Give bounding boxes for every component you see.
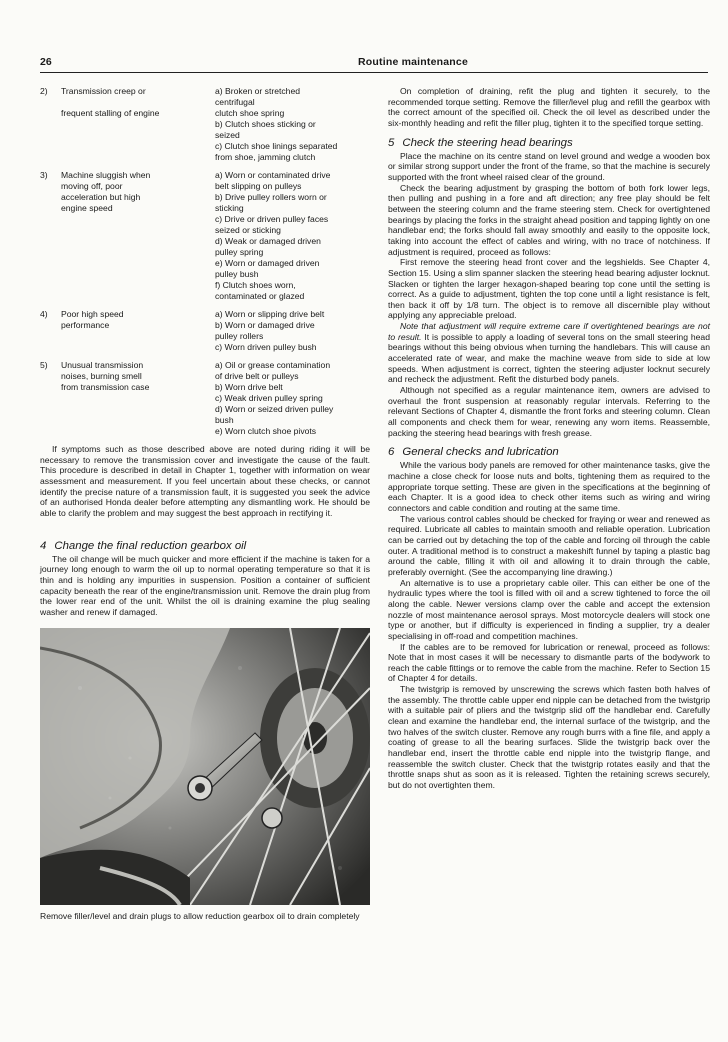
- cause-line: c) Clutch shoe linings separated: [215, 141, 338, 151]
- cause-line: pulley rollers: [215, 331, 264, 341]
- fault-entry: [40, 360, 370, 437]
- fault-symptom: [61, 86, 189, 119]
- cause-line: pulley bush: [215, 269, 259, 279]
- left-column: [40, 86, 370, 921]
- cause-line: d) Worn or seized driven pulley: [215, 404, 334, 414]
- photo-illustration: [40, 628, 370, 905]
- cause-line: f) Clutch shoes worn,: [215, 280, 296, 290]
- cause-line: d) Weak or damaged driven: [215, 236, 321, 246]
- section-title-text: General checks and lubrication: [402, 446, 559, 459]
- cause-line: sticking: [215, 203, 244, 213]
- section-6-paragraph: If the cables are to be removed for lubrication or renewal, proceed as follows: Note that in most cases it will be necessary to dismantle parts of the bodywork to reach the cable fittings or to remove the cable from the machine. Refer to Section 15 of Chapter 4 for details.: [388, 641, 710, 684]
- fault-entry: [40, 86, 370, 163]
- cause-line: belt slipping on pulleys: [215, 181, 302, 191]
- section-4-heading: [40, 540, 370, 553]
- symptom-line: Machine sluggish when: [61, 170, 151, 180]
- cause-line: seized or sticking: [215, 225, 281, 235]
- cause-line: c) Drive or driven pulley faces: [215, 214, 329, 224]
- cause-line: c) Worn driven pulley bush: [215, 342, 317, 352]
- right-column: [388, 86, 710, 791]
- symptom-line: Unusual transmission: [61, 360, 144, 370]
- symptom-line: Transmission creep or: [61, 86, 146, 96]
- section-title-text: Change the final reduction gearbox oil: [54, 539, 247, 552]
- symptom-line: acceleration but high: [61, 192, 141, 202]
- page-header: [40, 56, 708, 73]
- cause-line: seized: [215, 130, 240, 140]
- symptom-line: performance: [61, 320, 110, 330]
- fault-causes: [215, 86, 365, 163]
- note-italic-text: Note that adjustment will require extreme care if overtightened bearings are not to result.: [388, 321, 710, 342]
- section-6-heading: [388, 446, 710, 459]
- page-number: 26: [40, 56, 52, 68]
- fault-causes: [215, 170, 365, 302]
- cause-line: c) Weak driven pulley spring: [215, 393, 323, 403]
- cause-line: e) Worn or damaged driven: [215, 258, 320, 268]
- section-6-paragraph: An alternative is to use a proprietary cable oiler. This can either be one of the hydraulic types where the tool is filled with oil and a screw tightened to force the oil along the cable. Newer versions clamp over the cable and accept the extension nozzle of most maintenance aerosol sprays. Most motorcycle dealers will stock one type or another, but if difficulty is experienced in finding a supplier, try a dealer specialising in off-road and competition machines.: [388, 577, 710, 641]
- section-5-heading: [388, 137, 710, 150]
- fault-symptom: [61, 360, 189, 393]
- cause-line: a) Worn or contaminated drive: [215, 170, 331, 180]
- cause-line: e) Worn clutch shoe pivots: [215, 426, 317, 436]
- fault-number: 3): [40, 170, 48, 180]
- photo-caption: Remove filler/level and drain plugs to allow reduction gearbox oil to drain completely: [40, 910, 360, 921]
- gearbox-drain-photo: [40, 628, 370, 905]
- section-5-paragraph: Place the machine on its centre stand on level ground and wedge a wooden box or similar strong support under the front of the frame, so that the machine is securely supported with the front wheel raised clear of the ground.: [388, 150, 710, 182]
- section-5-paragraph: Check the bearing adjustment by grasping the bottom of both fork lower legs, then pulling and pushing in a fore and aft direction; any free play should be felt between the steering column and the frame steering stem. Check for overtightened bearings by placing the forks in the straight ahead position and tapping lightly on one handlebar end; the forks should fall away smoothly and easily to the opposite lock, taking into account the effect of cables and wiring, with no trace of notchiness. If adjustment is required, proceed as follows:: [388, 182, 711, 257]
- section-number: 6: [388, 446, 395, 459]
- section-number: 5: [388, 136, 395, 149]
- cause-line: bush: [215, 415, 234, 425]
- refit-plug-paragraph: On completion of draining, refit the plug and tighten it securely, to the recommended torque setting. Remove the filler/level plug and refill the gearbox with the correct amount of the specified oil. Check the oil level as described under the six-monthly heading and refit the filler plug, tighten it to the specified torque setting.: [388, 86, 710, 128]
- symptom-line: engine speed: [61, 203, 113, 213]
- cause-line: b) Worn drive belt: [215, 382, 283, 392]
- fault-number: 5): [40, 360, 48, 370]
- section-5-paragraph: Although not specified as a regular maintenance item, owners are advised to overhaul the front suspension at reasonably regular intervals. Referring to the relevant Sections of Chapter 4, dismantle the front forks and steering column. Clean all components and check them for wear, renewing any worn items. Reassemble, packing the steering head bearings with fresh grease.: [388, 385, 710, 438]
- cause-line: clutch shoe spring: [215, 108, 285, 118]
- section-5-paragraph: First remove the steering head front cover and the legshields. See Chapter 4, Section 15. Using a slim spanner slacken the steering head bearing adjuster locknut. Slacken or tighten the larger hexagon-shaped bearing top cone until the setting is correct. As a guide to adjustment, tighten the top cone until a light resistance is felt, then back it off by 1/8 turn. The object is to remove all discernible play without applying any appreciable preload.: [388, 257, 710, 321]
- cause-line: a) Broken or stretched: [215, 86, 301, 96]
- cause-line: a) Worn or slipping drive belt: [215, 309, 325, 319]
- section-number: 4: [40, 539, 47, 552]
- section-6-paragraph: The twistgrip is removed by unscrewing the screws which fasten both halves of the assembly. The throttle cable upper end nipple can be detached from the twistgrip with a suitable pair of pliers and the twistgrip slid off the handlebar end. Carefully clean and examine the handlebar end, the internal surface of the twistgrip, and the two halves of the switch cluster. Remove any rough burrs with a fine file, and apply a coating of grease to all the bearing surfaces. Slide the twistgrip back over the handlebar end, insert the throttle cable end nipple into the twistgrip flange, and reassemble the switch cluster. Check that the twistgrip rotates easily and that the throttle snaps shut as soon as it is released. Tighten the retaining screws securely, but do not overtighten them.: [388, 684, 710, 791]
- cause-line: b) Drive pulley rollers worn or: [215, 192, 327, 202]
- fault-symptom: [61, 170, 189, 214]
- symptom-line: from transmission case: [61, 382, 150, 392]
- cause-line: b) Clutch shoes sticking or: [215, 119, 316, 129]
- cause-line: contaminated or glazed: [215, 291, 305, 301]
- fault-entry: [40, 309, 370, 353]
- fault-causes: [215, 360, 365, 437]
- cause-line: pulley spring: [215, 247, 264, 257]
- cause-line: from shoe, jamming clutch: [215, 152, 316, 162]
- section-5-note-paragraph: [388, 321, 710, 385]
- section-6-paragraph: The various control cables should be checked for fraying or wear and renewed as required. Lubricate all cables to maintain smooth and reliable operation. Lubrication can be carried out by detaching the top of the cable and forcing oil through the cable outer. A traditional method is to construct a makeshift funnel by taping a plastic bag around the cable, filling it with oil and allowing it to drain through the cable, preferably overnight. (See the accompanying line drawing.): [388, 513, 710, 577]
- cause-line: a) Oil or grease contamination: [215, 360, 331, 370]
- cause-line: centrifugal: [215, 97, 255, 107]
- section-title-text: Check the steering head bearings: [402, 136, 573, 149]
- fault-entry: [40, 170, 370, 302]
- cause-line: of drive belt or pulleys: [215, 371, 299, 381]
- fault-number: 4): [40, 309, 48, 319]
- note-body-text: It is possible to apply a loading of several tons on the small steering head bearings without this being obvious when turning the handlebars. This will cause an accelerated rate of wear, and make the machine weave from side to side at low speeds. When adjustment is correct, tighten the steering adjuster locknut securely and recheck the adjustment. Refit the disturbed body panels.: [388, 331, 710, 385]
- fault-causes: [215, 309, 365, 353]
- transmission-advice-paragraph: If symptoms such as those described above are noted during riding it will be necessary to remove the transmission cover and investigate the cause of the fault. This procedure is described in detail in Chapter 1, together with information on wear assessment and measurement. If you feel uncertain about these checks, or cannot identify the precise nature of a transmission fault, it is suggested you seek the advice of an authorised Honda dealer before attempting any dismantling work. He should be able to clarify the problem and may suggest the best approach in rectifying it.: [40, 444, 370, 518]
- fault-number: 2): [40, 86, 48, 96]
- symptom-line: frequent stalling of engine: [61, 108, 160, 118]
- fault-symptom: [61, 309, 189, 331]
- section-6-paragraph: While the various body panels are removed for other maintenance tasks, give the machine a close check for loose nuts and bolts, tightening them as required to the appropriate torque setting. These are given in the specifications at the beginning of each Chapter. It is a good idea to check other items such as wiring and wiring connectors and cable condition and routing at the same time.: [388, 460, 710, 513]
- cause-line: b) Worn or damaged drive: [215, 320, 315, 330]
- section-4-paragraph: The oil change will be much quicker and more efficient if the machine is taken for a journey long enough to warm the oil up to normal operating temperature so that it is thin and is holding any impurities in suspension. Position a container of sufficient capacity beneath the rear of the engine/transmission unit. Remove the drain plug from the lower rear end of the unit. Whilst the oil is draining examine the plug sealing washer and renew if damaged.: [40, 553, 370, 617]
- symptom-line: noises, burning smell: [61, 371, 142, 381]
- symptom-line: Poor high speed: [61, 309, 124, 319]
- symptom-line: moving off, poor: [61, 181, 123, 191]
- running-head: Routine maintenance: [358, 56, 468, 68]
